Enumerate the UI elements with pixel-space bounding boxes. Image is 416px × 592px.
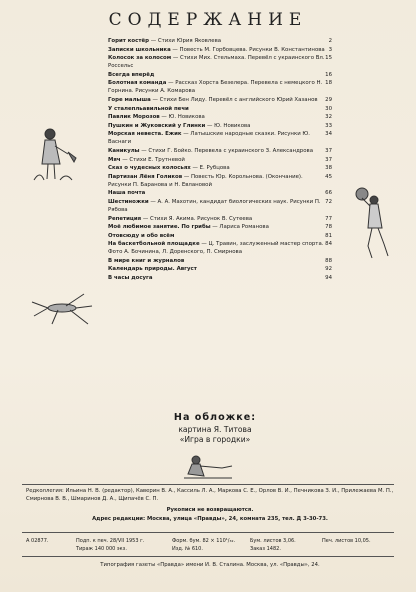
toc-entry: [108, 257, 332, 265]
toc-page-number: 84: [325, 241, 332, 248]
toc-separator: —: [139, 147, 149, 154]
toc-entry: [108, 147, 332, 155]
toc-entry-title: На баскетбольной площадке: [108, 241, 200, 248]
toc-separator: —: [166, 80, 176, 87]
imprint-format: Форм. бум. 82 × 110¹/₃₂.: [172, 538, 236, 544]
toc-separator: —: [150, 96, 160, 103]
toc-page-number: 37: [325, 147, 332, 154]
imprint-print-sheets: Печ. листов 10,05.: [322, 538, 371, 544]
toc-page-number: 88: [325, 257, 332, 264]
toc-separator: —: [190, 165, 200, 172]
imprint-signed: Подп. к печ. 28/VII 1953 г.: [76, 538, 145, 544]
toc-separator: —: [210, 224, 220, 231]
toc-entry: [108, 232, 332, 240]
toc-page-number: 38: [325, 165, 332, 172]
imprint-code: А 02877.: [26, 538, 49, 544]
divider: [22, 484, 394, 485]
toc-entry-title: У сталепльавильной печи: [108, 105, 189, 112]
editorial-address: Адрес редакции: Москва, улица «Правды», 24, комната 235, тел. Д 3-30-73.: [92, 516, 328, 522]
toc-entry: [108, 113, 332, 121]
toc-entry-description: Ц. Травин, заслуженный мастер спорта. Фото А. Бочинина, Л. Доренского, П. Смирнова: [108, 241, 324, 256]
toc-entry-title: Наша почта: [108, 190, 146, 197]
toc-entry-title: Отовсюду и обо всём: [108, 232, 175, 239]
toc-page-number: 72: [325, 198, 332, 205]
imprint-run: Тираж 140 000 экз.: [76, 546, 127, 552]
toc-entry-title: Всегда вперёд: [108, 71, 155, 78]
toc-entry-title: Сказ о чудесных колосьях: [108, 165, 191, 172]
girl-watering-plants-illustration: [30, 124, 82, 184]
toc-entry-title: Болотная команда: [108, 80, 167, 87]
toc-page-number: 29: [325, 96, 332, 103]
toc-entry: [108, 105, 332, 113]
toc-separator: —: [181, 131, 191, 138]
editorial-board: Редколлегия: Ильина Н. В. (редактор), Каверин В. А., Кассиль Л. А., Маркова С. Е., Орлов В. И., Печникова З. И., Прилежаева М. П., Смирнова В. В., Шмаринов Д. А., Щипачёв С. П.: [26, 488, 394, 502]
toc-page-number: 18: [325, 80, 332, 87]
toc-entry-description: Стихи Юрия Яковлева: [157, 38, 222, 44]
toc-entry-title: Репетиция: [108, 215, 142, 222]
toc-entry-title: В мире книг и журналов: [108, 257, 185, 264]
toc-entry-description: Латышские народные сказки. Рисунки Ю. Васнаги: [108, 131, 310, 146]
printer-line: Типография газеты «Правда» имени И. В. Сталина. Москва, ул. «Правды», 24.: [100, 562, 320, 568]
toc-entry-description: Е. Рубцова: [199, 165, 230, 172]
toc-entry-description: Рассказ Хорста Безелера. Перевела с немецкого Н. Горнина. Рисунки А. Комарова: [108, 80, 323, 95]
toc-page-number: 16: [325, 71, 332, 78]
toc-page-number: 77: [325, 215, 332, 222]
manuscripts-note: Рукописи не возвращаются.: [166, 507, 254, 513]
toc-entry-description: Стихи Я. Акима. Рисунок В. Сутеева: [149, 215, 253, 222]
toc-separator: —: [148, 198, 158, 205]
divider: [22, 532, 394, 533]
toc-entry: [108, 265, 332, 273]
imprint-izd: Изд. № 610.: [172, 546, 203, 552]
grasshopper-illustration: [30, 292, 94, 326]
toc-separator: —: [199, 241, 209, 248]
toc-entry-description: Повесть Юр. Корольнова. (Окончание). Рисунки П. Баранова и Н. Евлановой: [108, 173, 303, 188]
toc-page-number: 33: [325, 122, 332, 129]
toc-page-number: 32: [325, 114, 332, 121]
toc-separator: —: [141, 215, 150, 222]
toc-entry-title: Моё любимое занятие. По грибы: [108, 224, 211, 231]
toc-separator: —: [120, 156, 130, 163]
girl-with-basketball-illustration: [350, 186, 394, 262]
cover-note: [140, 412, 290, 445]
toc-separator: —: [170, 46, 180, 53]
toc-entry: [108, 189, 332, 197]
toc-page-number: 15: [325, 55, 332, 62]
table-of-contents: [108, 37, 332, 282]
toc-entry-title: Колосок за колосом: [108, 55, 172, 62]
toc-separator: —: [171, 55, 180, 62]
toc-entry: [108, 54, 332, 70]
toc-entry-description: Лариса Романова: [219, 224, 269, 231]
toc-entry-title: Морская невеста. Ежик: [108, 131, 182, 138]
cover-heading: На обложке:: [173, 412, 257, 423]
toc-entry-title: Шестиножки: [108, 198, 149, 205]
toc-page-number: 37: [325, 156, 332, 163]
toc-entry-title: Пушкин и Жуковский у Глинки: [108, 122, 206, 129]
toc-entry-description: Ю. Новикова: [214, 122, 251, 129]
toc-page-number: 78: [325, 224, 332, 231]
toc-entry: [108, 96, 332, 104]
toc-entry-title: Партизан Лёня Голиков: [108, 173, 183, 180]
toc-entry: [108, 156, 332, 164]
toc-page-number: 94: [325, 275, 332, 282]
toc-entry: [108, 173, 332, 189]
toc-entry: [108, 215, 332, 223]
toc-entry-title: Календарь природы. Август: [108, 266, 197, 273]
page-title: СОДЕРЖАНИЕ: [108, 10, 308, 30]
imprint-order: Заказ 1482.: [250, 546, 281, 552]
toc-entry-title: Горе малыша: [108, 96, 151, 103]
toc-entry: [108, 79, 332, 95]
toc-entry-description: Стихи Е. Трутневой: [129, 156, 185, 163]
toc-entry: [108, 240, 332, 256]
toc-entry: [108, 122, 332, 130]
toc-entry-description: Ю. Новикова: [168, 114, 205, 121]
toc-separator: —: [148, 38, 158, 44]
toc-entry-title: В часы досуга: [108, 275, 153, 282]
imprint-sheets: Бум. листов 3,06.: [250, 538, 296, 544]
toc-entry-title: Каникулы: [108, 147, 140, 154]
toc-entry: [108, 46, 332, 54]
toc-page-number: 45: [325, 173, 332, 180]
toc-separator: —: [182, 173, 191, 180]
toc-page-number: 81: [325, 232, 332, 239]
toc-entry-description: Стихи Г. Бойко. Перевела с украинского З. Александрова: [148, 147, 313, 154]
toc-entry-description: А. А. Махотин, кандидат биологических наук. Рисунки П. Рябова: [108, 198, 321, 213]
toc-entry-description: Повесть М. Горбовцева. Рисунки В. Константинова: [179, 46, 325, 53]
toc-entry: [108, 223, 332, 231]
boy-throwing-stick-illustration: [182, 452, 234, 480]
toc-entry: [108, 164, 332, 172]
toc-entry-title: Горит костёр: [108, 38, 149, 44]
toc-entry-title: Записки школьника: [108, 46, 171, 53]
cover-painting-title: «Игра в городки»: [179, 434, 251, 444]
cover-artist: картина Я. Титова: [178, 424, 252, 434]
toc-entry: [108, 130, 332, 146]
toc-entry: [108, 198, 332, 214]
toc-separator: —: [205, 122, 215, 129]
toc-page-number: 92: [325, 266, 332, 273]
toc-entry-title: Мяч: [108, 156, 121, 163]
toc-entry: [108, 71, 332, 79]
toc-page-number: 34: [325, 131, 332, 138]
toc-page-number: 66: [325, 190, 332, 197]
toc-page-number: 2: [328, 38, 332, 44]
divider: [22, 556, 394, 557]
toc-entry-title: Павлик Морозов: [108, 114, 160, 121]
toc-entry-description: Стихи Мих. Стельмаха. Перевёл с украинского Вл. Россельс: [108, 55, 325, 70]
toc-separator: —: [159, 114, 169, 121]
toc-entry: [108, 37, 332, 45]
toc-page-number: 3: [328, 46, 332, 53]
toc-entry: [108, 274, 332, 282]
toc-page-number: 30: [325, 105, 332, 112]
toc-entry-description: Стихи Бен Лиду. Перевёл с английского Юрий Хазанов: [159, 96, 318, 103]
